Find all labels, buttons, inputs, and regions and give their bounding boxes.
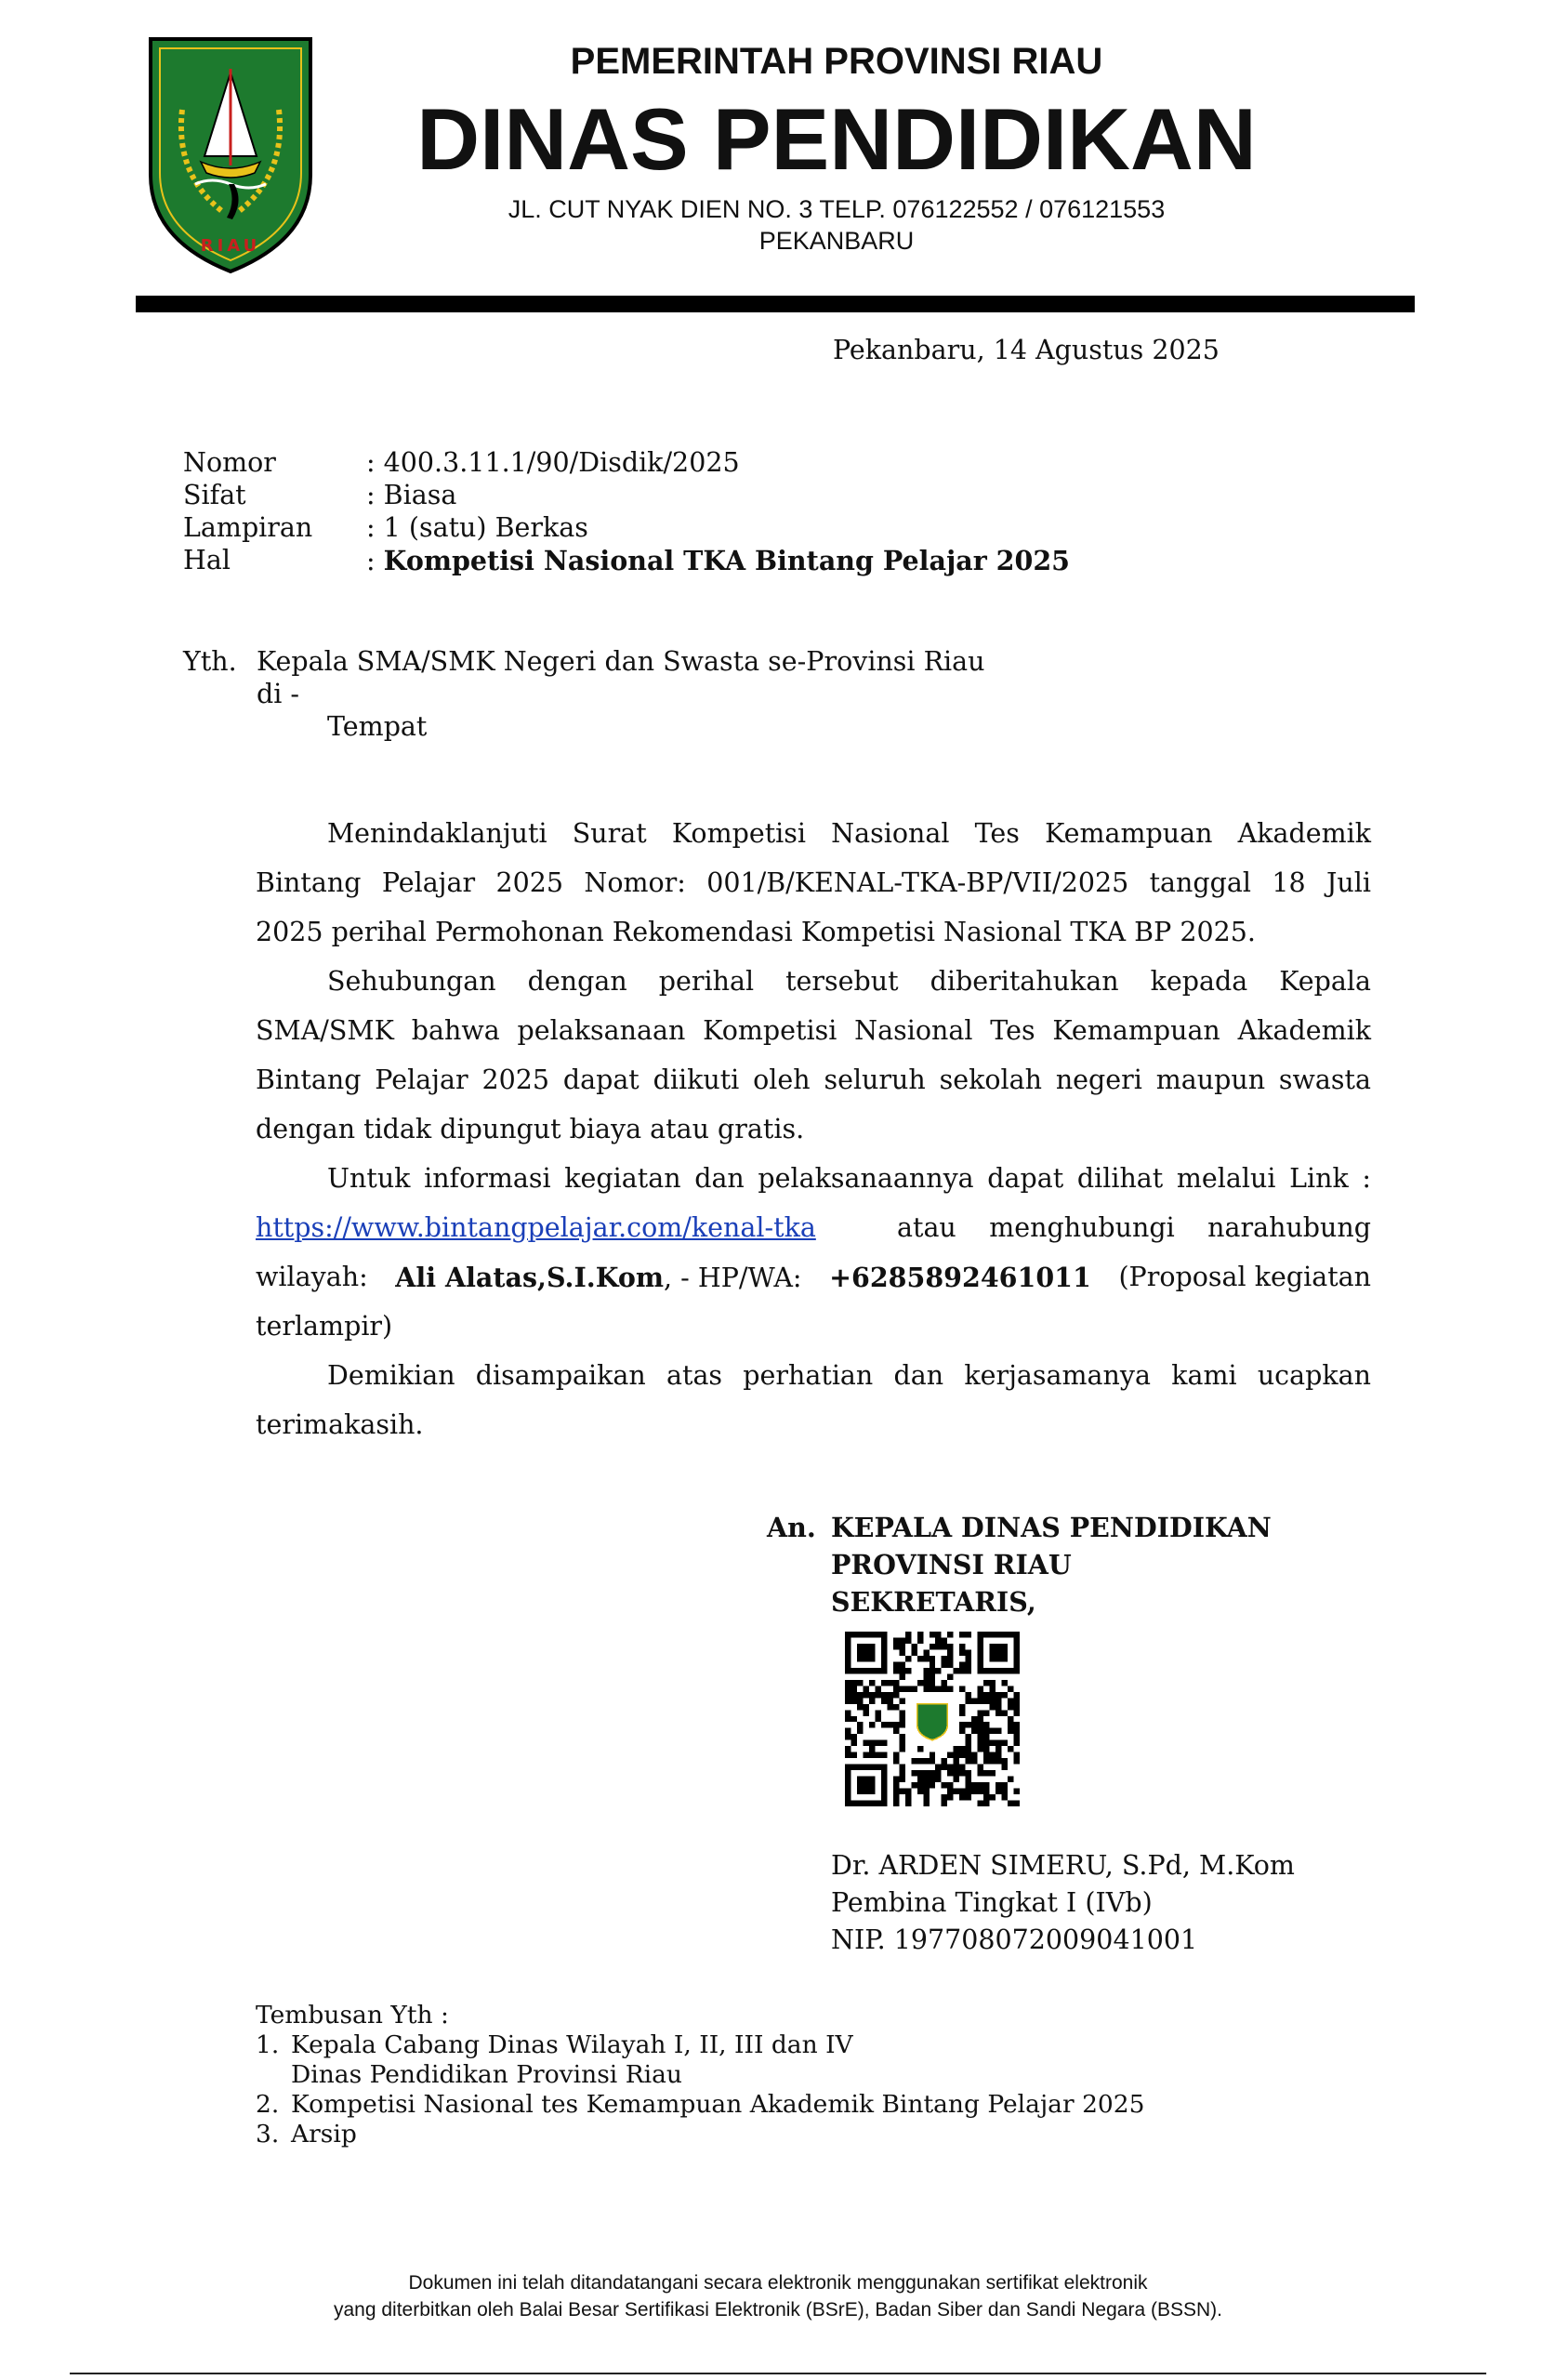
qr-center-crest-icon — [917, 1704, 947, 1740]
p4-line-1: Demikian disampaikan atas perhatian dan kerjasamanya kami ucapkan — [327, 1360, 1371, 1391]
meta-label-hal: Hal — [183, 545, 231, 575]
meta-value-nomor: : 400.3.11.1/90/Disdik/2025 — [366, 447, 740, 478]
p4-line-2: terimakasih. — [256, 1409, 424, 1440]
signature-an: An. — [767, 1512, 816, 1543]
cc-item-2-line-1: Kompetisi Nasional tes Kemampuan Akademik Bintang Pelajar 2025 — [291, 2090, 1145, 2119]
p1-line-2: Bintang Pelajar 2025 Nomor: 001/B/KENAL-TKA-BP/VII/2025 tanggal 18 Juli — [256, 867, 1371, 898]
meta-label-lampiran: Lampiran — [183, 512, 313, 543]
p3-line-3 — [256, 1262, 1371, 1311]
agency-name: DINAS PENDIDIKAN — [416, 90, 1257, 188]
body-paragraph-2 — [256, 966, 1371, 1163]
crest-text: RIAU — [200, 236, 261, 256]
cc-heading: Tembusan Yth : — [256, 2001, 449, 2030]
cc-item-1-line-2: Dinas Pendidikan Provinsi Riau — [291, 2060, 682, 2089]
letterhead-divider — [136, 296, 1415, 312]
body-paragraph-3 — [256, 1163, 1371, 1360]
registration-link[interactable]: https://www.bintangpelajar.com/kenal-tka — [256, 1212, 816, 1243]
contact-suffix: (Proposal kegiatan — [1118, 1262, 1371, 1292]
p3-rest-text: atau menghubungi narahubung — [897, 1212, 1371, 1243]
signature-title-1: KEPALA DINAS PENDIDIKAN — [831, 1512, 1272, 1543]
signer-rank: Pembina Tingkat I (IVb) — [831, 1887, 1153, 1918]
signature-title-2: PROVINSI RIAU — [831, 1549, 1072, 1580]
p2-line-2: SMA/SMK bahwa pelaksanaan Kompetisi Nasional Tes Kemampuan Akademik — [256, 1015, 1371, 1046]
contact-name: Ali Alatas,S.I.Kom — [395, 1262, 665, 1293]
cc-item-2 — [256, 2090, 1145, 2120]
cc-item-3-line-1: Arsip — [291, 2120, 357, 2149]
body-paragraph-4 — [256, 1360, 1371, 1459]
cc-block — [256, 2001, 1145, 2149]
esign-notice-line-2: yang diterbitkan oleh Balai Besar Sertifikasi Elektronik (BSrE), Badan Siber dan Sandi Negara (BSSN). — [334, 2299, 1222, 2320]
recipient-name: Kepala SMA/SMK Negeri dan Swasta se-Provinsi Riau — [257, 646, 985, 677]
cc-item-3 — [256, 2120, 1145, 2149]
p3-line-2-rest — [897, 1212, 1371, 1262]
meta-label-sifat: Sifat — [183, 480, 246, 510]
p2-line-3: Bintang Pelajar 2025 dapat diikuti oleh seluruh sekolah negeri maupun swasta — [256, 1064, 1371, 1095]
recipient-salutation: Yth. — [183, 646, 237, 677]
p1-line-1: Menindaklanjuti Surat Kompetisi Nasional Tes Kemampuan Akademik — [327, 818, 1371, 849]
riau-crest-logo — [147, 35, 314, 275]
recipient-at: di - — [257, 679, 300, 709]
meta-value-hal — [366, 545, 1070, 577]
p3-line-4: terlampir) — [256, 1311, 393, 1342]
letter-date: Pekanbaru, 14 Agustus 2025 — [833, 335, 1220, 365]
contact-phone: +6285892461011 — [829, 1262, 1091, 1293]
p1-line-3: 2025 perihal Permohonan Rekomendasi Kompetisi Nasional TKA BP 2025. — [256, 917, 1256, 947]
p3-line-1: Untuk informasi kegiatan dan pelaksanaannya dapat dilihat melalui Link : — [327, 1163, 1371, 1194]
government-name: PEMERINTAH PROVINSI RIAU — [570, 41, 1103, 82]
cc-item-2-num: 2. — [256, 2090, 280, 2119]
contact-prefix: wilayah: — [256, 1262, 368, 1292]
signer-name: Dr. ARDEN SIMERU, S.Pd, M.Kom — [831, 1850, 1295, 1881]
footer-divider — [70, 2373, 1486, 2374]
p2-line-4: dengan tidak dipungut biaya atau gratis. — [256, 1114, 805, 1144]
contact-mid: , - HP/WA: — [664, 1263, 802, 1293]
cc-item-1 — [256, 2030, 1145, 2090]
signature-qr-code — [845, 1632, 1020, 1806]
agency-city: PEKANBARU — [758, 227, 915, 255]
meta-hal-prefix: : — [366, 546, 384, 576]
signature-title-3: SEKRETARIS, — [831, 1586, 1036, 1618]
p3-line-2 — [256, 1212, 1371, 1262]
subject: Kompetisi Nasional TKA Bintang Pelajar 2025 — [383, 545, 1070, 576]
recipient-place: Tempat — [327, 711, 428, 742]
signer-nip: NIP. 197708072009041001 — [831, 1924, 1198, 1955]
meta-value-sifat: : Biasa — [366, 480, 457, 510]
meta-label-nomor: Nomor — [183, 447, 276, 478]
cc-item-1-num: 1. — [256, 2030, 280, 2059]
cc-item-3-num: 3. — [256, 2120, 280, 2149]
agency-address: JL. CUT NYAK DIEN NO. 3 TELP. 076122552 / 076121553 — [508, 195, 1166, 223]
meta-value-lampiran: : 1 (satu) Berkas — [366, 512, 588, 543]
cc-item-1-line-1: Kepala Cabang Dinas Wilayah I, II, III dan IV — [291, 2030, 853, 2059]
esign-notice-line-1: Dokumen ini telah ditandatangani secara elektronik menggunakan sertifikat elektronik — [408, 2272, 1148, 2294]
body-paragraph-1 — [256, 818, 1371, 966]
p2-line-1: Sehubungan dengan perihal tersebut diberitahukan kepada Kepala — [327, 966, 1371, 997]
